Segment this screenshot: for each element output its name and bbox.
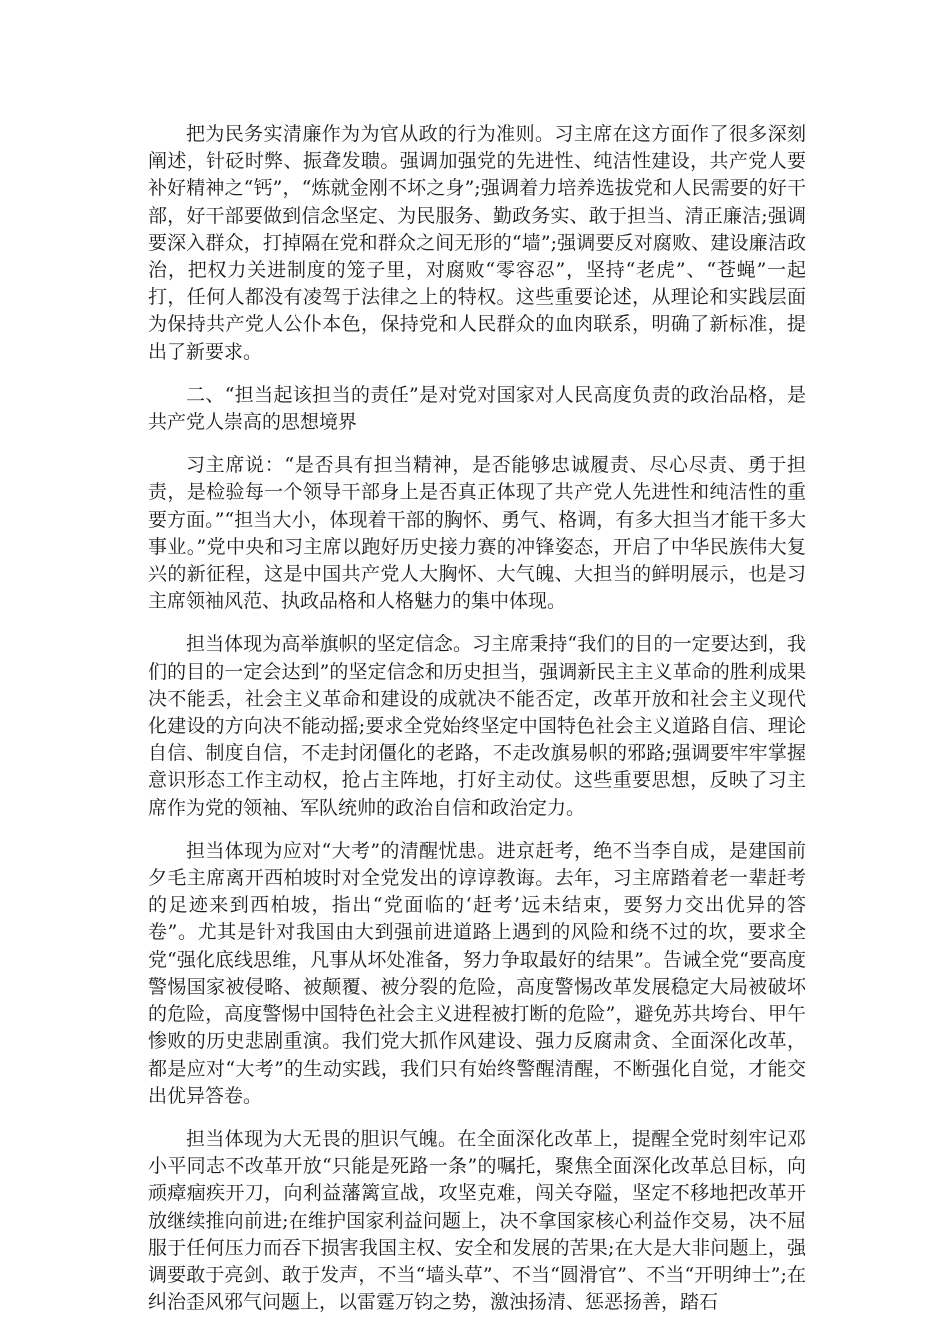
paragraph-courage: 担当体现为大无畏的胆识气魄。在全面深化改革上，提醒全党时刻牢记邓小平同志不改革开放“只能是死路一条”的嘱托，聚焦全面深化改革总目标，向顽瘴痼疾开刀，向利益藩篱宣战，攻坚克难，闯关夺隘，坚定不移地把改革开放继续推向前进;在维护国家利益问题上，决不拿国家核心利益作交易，决不屈服于任何压力而吞下损害我国主权、安全和发展的苦果;在大是大非问题上，强调要敢于亮剑、敢于发声，不当“墙头草”、不当“圆滑官”、不当“开明绅士”;在纠治歪风邪气问题上，以雷霆万钧之势，激浊扬清、惩恶扬善，踏石 xyxy=(148,1127,806,1314)
paragraph-integrity-principle: 把为民务实清廉作为为官从政的行为准则。习主席在这方面作了很多深刻阐述，针砭时弊、振聋发聩。强调加强党的先进性、纯洁性建设，共产党人要补好精神之“钙”，“炼就金刚不坏之身”;强调着力培养选拔党和人民需要的好干部，好干部要做到信念坚定、为民服务、勤政务实、敢于担当、清正廉洁;强调要深入群众，打掉隔在党和群众之间无形的“墙”;强调要反对腐败、建设廉洁政治，把权力关进制度的笼子里，对腐败“零容忍”，坚持“老虎”、“苍蝇”一起打，任何人都没有凌驾于法律之上的特权。这些重要论述，从理论和实践层面为保持共产党人公仆本色，保持党和人民群众的血肉联系，明确了新标准，提出了新要求。 xyxy=(148,123,806,363)
document-body xyxy=(148,121,806,1332)
section-heading-responsibility: 二、“担当起该担当的责任”是对党对国家对人民高度负责的政治品格，是共产党人崇高的思想境界 xyxy=(148,383,806,434)
paragraph-exam-awareness: 担当体现为应对“大考”的清醒忧患。进京赶考，绝不当李自成，是建国前夕毛主席离开西柏坡时对全党发出的谆谆教诲。去年，习主席踏着老一辈赶考的足迹来到西柏坡，指出“党面临的‘赶考’远未结束，要努力交出优异的答卷”。尤其是针对我国由大到强前进道路上遇到的风险和绕不过的坎，要求全党“强化底线思维，凡事从坏处准备，努力争取最好的结果”。告诫全党“要高度警惕国家被侵略、被颠覆、被分裂的危险，高度警惕改革发展稳定大局被破坏的危险，高度警惕中国特色社会主义进程被打断的危险”，避免苏共垮台、甲午惨败的历史悲剧重演。我们党大抓作风建设、强力反腐肃贪、全面深化改革，都是应对“大考”的生动实践，我们只有始终警醒清醒，不断强化自觉，才能交出优异答卷。 xyxy=(148,839,806,1107)
paragraph-quote-responsibility: 习主席说：“是否具有担当精神，是否能够忠诚履责、尽心尽责、勇于担责，是检验每一个领导干部身上是否真正体现了共产党人先进性和纯洁性的重要方面。”“担当大小，体现着干部的胸怀、勇气、格调，有多大担当才能干多大事业。”党中央和习主席以跑好历史接力赛的冲锋姿态，开启了中华民族伟大复兴的新征程，这是中国共产党人大胸怀、大气魄、大担当的鲜明展示，也是习主席领袖风范、执政品格和人格魅力的集中体现。 xyxy=(148,454,806,613)
paragraph-firm-belief: 担当体现为高举旗帜的坚定信念。习主席秉持“我们的目的一定要达到，我们的目的一定会达到”的坚定信念和历史担当，强调新民主主义革命的胜利成果决不能丢，社会主义革命和建设的成就决不能否定，改革开放和社会主义现代化建设的方向决不能动摇;要求全党始终坚定中国特色社会主义道路自信、理论自信、制度自信，不走封闭僵化的老路，不走改旗易帜的邪路;强调要牢牢掌握意识形态工作主动权，抢占主阵地，打好主动仗。这些重要思想，反映了习主席作为党的领袖、军队统帅的政治自信和政治定力。 xyxy=(148,633,806,819)
